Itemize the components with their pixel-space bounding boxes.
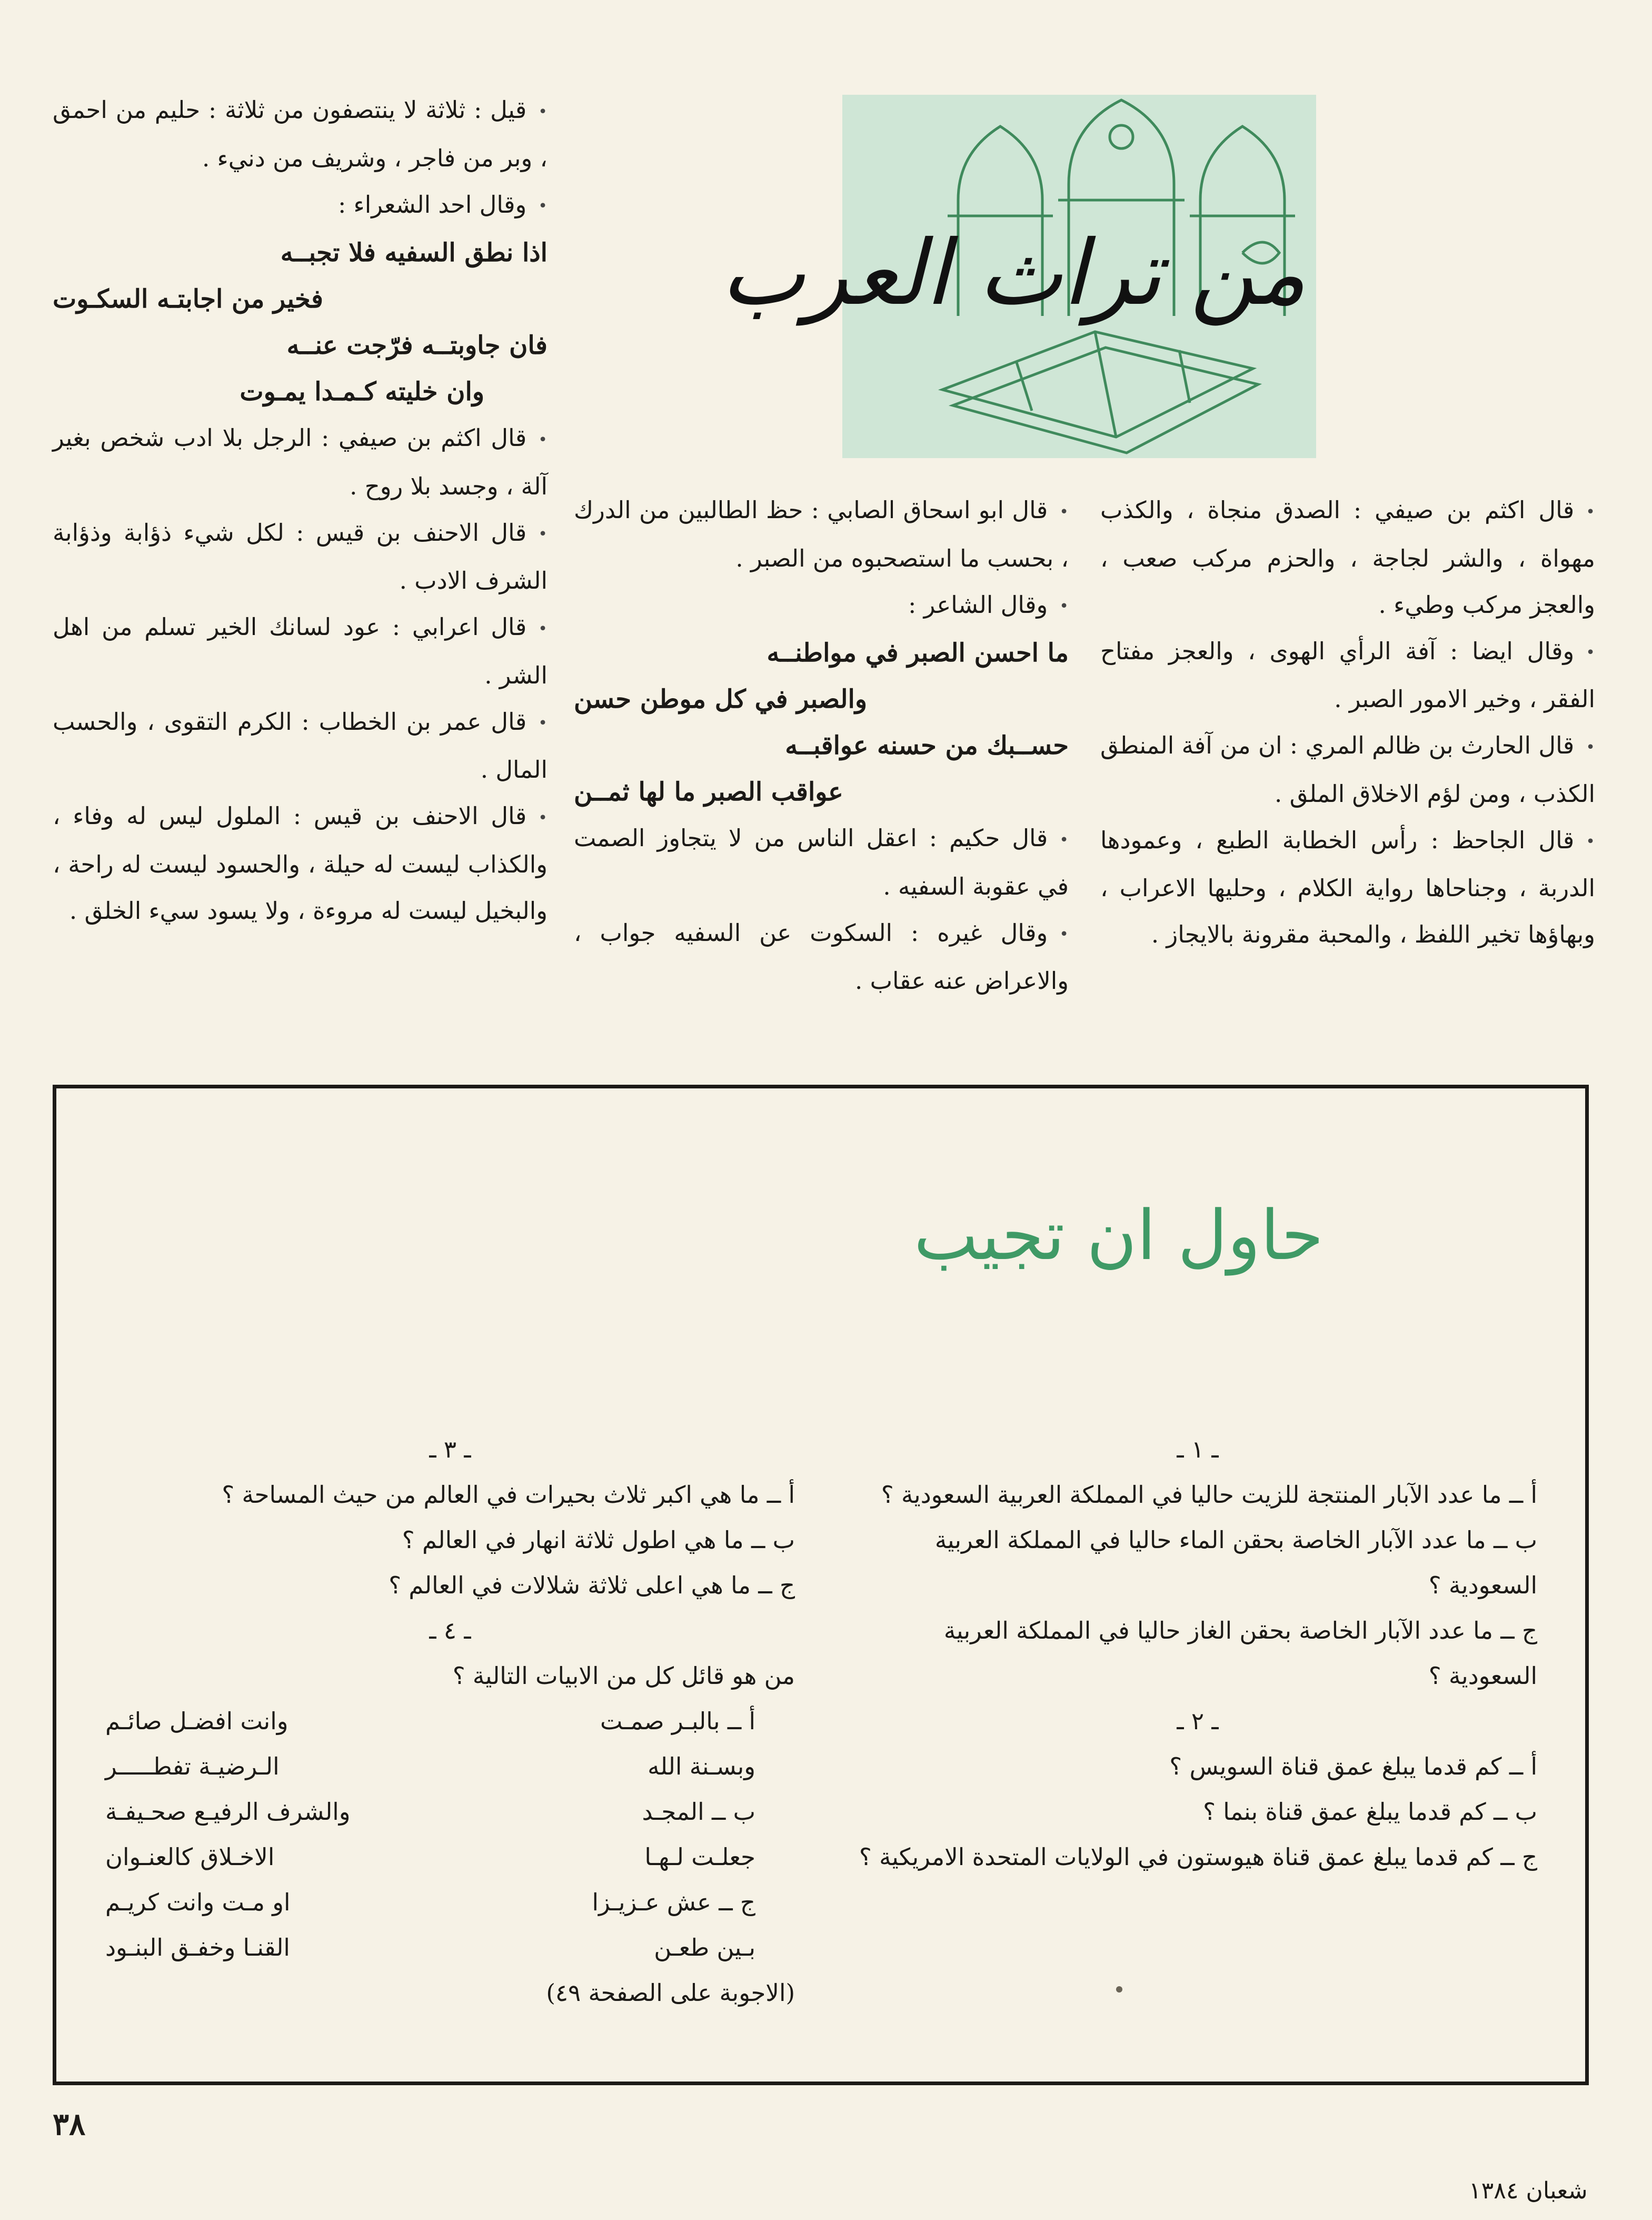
- quote-paragraph: • وقال غيره : السكوت عن السفيه جواب ، والاعراض عنه عقاب .: [574, 910, 1069, 1005]
- poem-verse-first-half: [105, 1880, 795, 1925]
- question-item: ب ــ ما هي اطول ثلاثة انهار في العالم ؟: [402, 1526, 795, 1554]
- quote-paragraph: • قال حكيم : اعقل الناس من لا يتجاوز الصمت في عقوبة السفيه .: [574, 815, 1069, 910]
- poet-intro: • وقال احد الشعراء :: [53, 182, 548, 230]
- poem-verse-first-half: [105, 1789, 795, 1835]
- quote-paragraph: • قال الحارث بن ظالم المري : ان من آفة المنطق الكذب ، ومن لؤم الاخلاق الملق .: [1100, 722, 1595, 817]
- column-right: [1100, 487, 1595, 958]
- section-number: ـ ١ ـ: [1177, 1435, 1219, 1463]
- quiz-column-left: [105, 1427, 795, 2016]
- poet-intro: • وقال الشاعر :: [574, 582, 1069, 630]
- poem-verse-second-half: [105, 1835, 795, 1880]
- quiz-column-right: [858, 1427, 1537, 1880]
- verse-line: وان خليته كـمـدا يمـوت: [240, 377, 484, 407]
- section-number: ـ ٣ ـ: [429, 1435, 471, 1463]
- page-title: من تراث العرب: [721, 221, 1306, 325]
- answers-note: (الاجوبة على الصفحة ٤٩): [546, 1979, 795, 2007]
- quote-paragraph: • وقال ايضا : آفة الرأي الهوى ، والعجز مفتاح الفقر ، وخير الامور الصبر .: [1100, 628, 1595, 723]
- question-item: ب ــ ما عدد الآبار الخاصة بحقن الماء حاليا في المملكة العربية السعودية ؟: [934, 1526, 1537, 1599]
- verse-label: أ ــ: [727, 1707, 755, 1735]
- verse-line: ما احسن الصبر في مواطنــه: [767, 638, 1069, 668]
- issue-date: شعبان ١٣٨٤: [1469, 2177, 1588, 2204]
- column-middle: [574, 487, 1069, 1004]
- column-left: [53, 87, 548, 934]
- verse-line: فان جاوبتــه فرّجت عنــه: [286, 331, 548, 360]
- verse-label: ج ــ: [719, 1888, 755, 1916]
- question-item: أ ــ ما هي اكبر ثلاث بحيرات في العالم من حيث المساحة ؟: [222, 1481, 795, 1509]
- question-item: من هو قائل كل من الابيات التالية ؟: [452, 1662, 795, 1690]
- decorative-dot: [1116, 1986, 1122, 1993]
- quote-paragraph: • قال الجاحظ : رأس الخطابة الطبع ، وعمودها الدربة ، وجناحاها رواية الكلام ، وحليها الاعراب ، وبهاؤها تخير اللفظ ، والمحبة مقرونة بالايجاز .: [1100, 817, 1595, 958]
- poem-verse-second-half: [105, 1744, 795, 1789]
- question-item: أ ــ ما عدد الآبار المنتجة للزيت حاليا في المملكة العربية السعودية ؟: [881, 1481, 1537, 1509]
- quote-paragraph: • قال الاحنف بن قيس : الملول ليس له وفاء ، والكذاب ليست له حيلة ، والحسود ليست له راحة ، والبخيل ليست له مروءة ، ولا يسود سيء الخلق .: [53, 793, 548, 934]
- quote-paragraph: • قال اكثم بن صيفي : الصدق منجاة ، والكذب مهواة ، والشر لجاجة ، والحزم مركب صعب ، والعجز مركب وطيء .: [1100, 487, 1595, 628]
- question-item: ج ــ كم قدما يبلغ عمق قناة هيوستون في الولايات المتحدة الامريكية ؟: [859, 1843, 1537, 1871]
- verse-segment: بـين طعـن: [654, 1934, 755, 1961]
- verse-line: اذا نطق السفيه فلا تجبــه: [280, 238, 548, 267]
- title-illustration: [684, 95, 1342, 463]
- question-item: ج ــ ما هي اعلى ثلاثة شلالات في العالم ؟: [389, 1571, 795, 1599]
- section-number: ـ ٢ ـ: [1177, 1707, 1219, 1735]
- question-item: ج ــ ما عدد الآبار الخاصة بحقن الغاز حاليا في المملكة العربية السعودية ؟: [943, 1617, 1537, 1690]
- verse-segment: جعلـت لـهـا: [644, 1843, 755, 1871]
- quote-paragraph: • قال ابو اسحاق الصابي : حظ الطالبين من الدرك ، بحسب ما استصحبوه من الصبر .: [574, 487, 1069, 582]
- verse-line: عواقب الصبر ما لها ثمــن: [574, 777, 843, 807]
- verse-segment: الاخـلاق كالعنـوان: [105, 1843, 275, 1871]
- verse-segment: وبسـنة الله: [648, 1752, 755, 1780]
- poem-verse-first-half: [105, 1699, 795, 1744]
- quiz-title: حاول ان تجيب: [913, 1195, 1324, 1275]
- quote-paragraph: • قيل : ثلاثة لا ينتصفون من ثلاثة : حليم من احمق ، وبر من فاجر ، وشريف من دنيء .: [53, 87, 548, 182]
- verse-label: ب ــ: [711, 1798, 755, 1826]
- quote-paragraph: • قال اكثم بن صيفي : الرجل بلا ادب شخص بغير آلة ، وجسد بلا روح .: [53, 415, 548, 510]
- verse-line: فخير من اجابتـه السكـوت: [53, 284, 323, 314]
- verse-segment: القنـا وخفـق البنـود: [105, 1934, 290, 1961]
- question-item: ب ــ كم قدما يبلغ عمق قناة بنما ؟: [1203, 1798, 1537, 1826]
- section-number: ـ ٤ ـ: [429, 1617, 471, 1644]
- verse-segment: عش عـزيـزا: [592, 1888, 711, 1916]
- quote-paragraph: • قال اعرابي : عود لسانك الخير تسلم من اهل الشر .: [53, 604, 548, 699]
- verse-segment: وانت افضـل صائـم: [105, 1707, 288, 1735]
- verse-segment: والشرف الرفيـع صحـيفـة: [105, 1798, 351, 1826]
- verse-segment: او مـت وانت كريـم: [105, 1888, 291, 1916]
- verse-segment: الـرضيـة تفطـــــر: [105, 1752, 280, 1780]
- question-item: أ ــ كم قدما يبلغ عمق قناة السويس ؟: [1169, 1752, 1537, 1780]
- verse-segment: المجـد: [642, 1798, 704, 1826]
- verse-line: والصبر في كل موطن حسن: [574, 685, 868, 714]
- quote-paragraph: • قال الاحنف بن قيس : لكل شيء ذؤابة وذؤابة الشرف الادب .: [53, 510, 548, 604]
- verse-segment: بالبـر صمـت: [600, 1707, 720, 1735]
- verse-line: حســبك من حسنه عواقبــه: [785, 731, 1069, 760]
- page-number: ٣٨: [53, 2106, 86, 2142]
- poem-verse-second-half: [105, 1925, 795, 1970]
- quote-paragraph: • قال عمر بن الخطاب : الكرم التقوى ، والحسب المال .: [53, 699, 548, 794]
